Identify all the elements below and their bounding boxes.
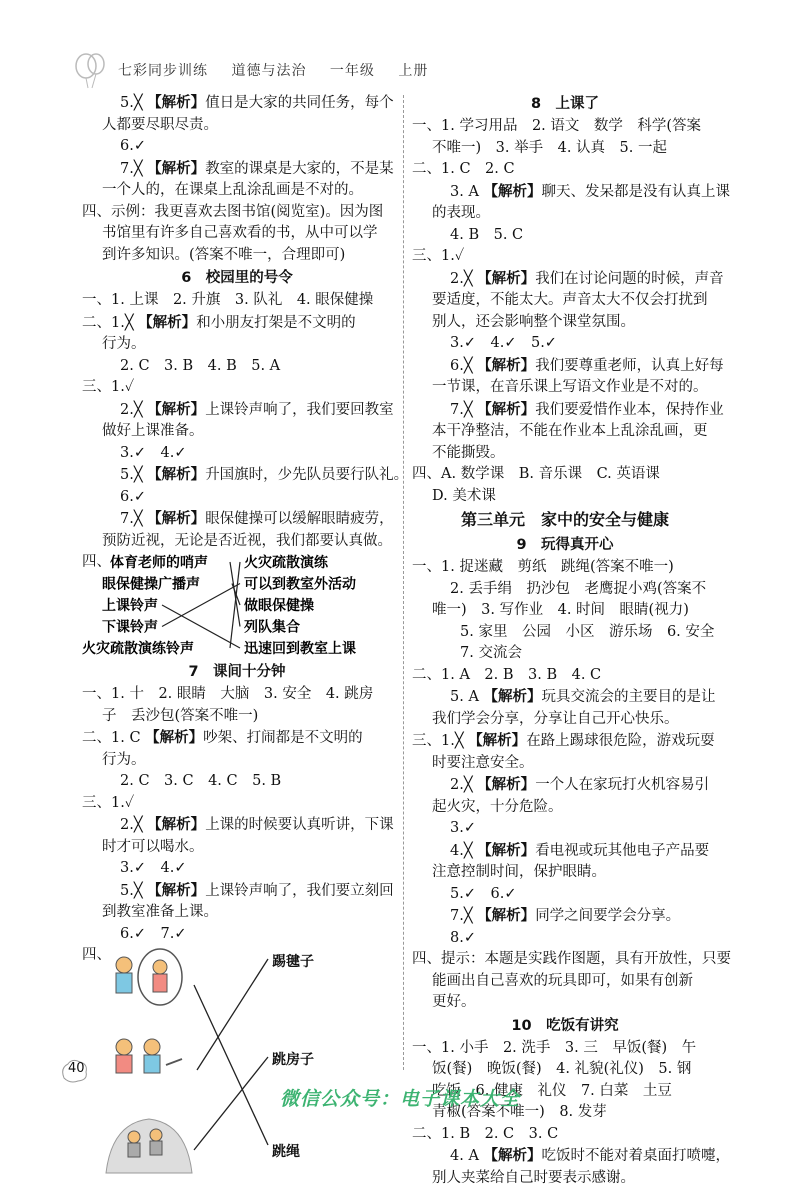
answer-line — [82, 814, 392, 837]
answer-line — [412, 116, 718, 138]
answer-line — [412, 992, 718, 1014]
answer-text: 时要注意安全。 — [432, 755, 534, 771]
answer-text: 7.╳ — [450, 908, 477, 924]
answer-text: D. 美术课 — [432, 488, 496, 504]
answer-line — [82, 356, 392, 378]
answer-line — [82, 858, 392, 880]
answer-line — [82, 399, 392, 422]
section-title-9: 9 玩得真开心 — [412, 533, 718, 557]
answer-text: 3. A — [450, 184, 484, 200]
answer-text: 唯一) 3. 写作业 4. 时间 眼睛(视力) — [432, 602, 689, 618]
analysis-tag: 【解析】 — [484, 1147, 542, 1164]
footer-watermark: 微信公众号：电子课本大全 — [0, 1084, 800, 1111]
answer-line — [412, 928, 718, 950]
answer-line — [412, 246, 718, 268]
answer-text: 三、1.✓ — [82, 795, 134, 811]
matching-lines — [82, 552, 392, 660]
picture-matching — [82, 945, 392, 1180]
section-title-6: 6 校园里的号令 — [82, 266, 392, 290]
analysis-text: 在路上踢球很危险，游戏玩耍 — [526, 733, 715, 749]
analysis-text: 一个人在家玩打火机容易引 — [535, 777, 709, 793]
answer-line — [412, 557, 718, 579]
analysis-tag: 【解析】 — [147, 816, 205, 833]
answer-text: 5. 家里 公园 小区 游乐场 6. 安全 — [460, 624, 714, 640]
answer-text: 2.╳ — [450, 777, 477, 793]
answer-text: 书馆里有许多自己喜欢看的书，从中可以学 — [102, 225, 378, 241]
answer-text: 更好。 — [432, 994, 476, 1010]
analysis-text: 看电视或玩其他电子产品要 — [535, 843, 709, 859]
match-left-item: 体育老师的哨声 — [110, 554, 208, 571]
answer-text: 5.╳ — [120, 95, 147, 111]
answer-line — [412, 753, 718, 775]
analysis-tag: 【解析】 — [147, 466, 205, 483]
header-text — [118, 60, 446, 80]
answer-line — [412, 333, 718, 355]
match-right-item: 做眼保健操 — [244, 597, 314, 614]
answer-text: 2.╳ — [120, 402, 147, 418]
answer-text: 四、A. 数学课 B. 音乐课 C. 英语课 — [412, 466, 660, 482]
answer-text: 4. A — [450, 1148, 484, 1164]
answer-line — [412, 862, 718, 884]
answer-text: 5.✓ 6.✓ — [450, 886, 516, 902]
answer-text: 二、1. C — [82, 730, 145, 746]
analysis-text: 教室的课桌是大家的，不是某 — [205, 161, 394, 177]
unit-title-3: 第三单元 家中的安全与健康 — [412, 507, 718, 533]
answer-text: 一个人的，在课桌上乱涂乱画是不对的。 — [102, 182, 363, 198]
analysis-text: 同学之间要学会分享。 — [535, 908, 680, 924]
answer-line — [82, 312, 392, 335]
answer-text: 2.╳ — [120, 817, 147, 833]
answer-line — [412, 443, 718, 465]
answer-line — [82, 880, 392, 903]
analysis-tag: 【解析】 — [147, 510, 205, 527]
answer-text: 2. 丢手绢 扔沙包 老鹰捉小鸡(答案不 — [450, 581, 706, 597]
header-subject: 道德与法治 — [231, 63, 306, 79]
answer-text: 2. C 3. B 4. B 5. A — [120, 358, 280, 374]
analysis-text: 上课铃声响了，我们要回教室 — [205, 402, 394, 418]
answer-line — [412, 399, 718, 422]
match-right-item: 列队集合 — [244, 619, 300, 636]
answer-line — [412, 464, 718, 486]
answer-text: 三、1.╳ — [412, 733, 468, 749]
answer-text: 一节课，在音乐课上写语文作业是不对的。 — [432, 379, 708, 395]
answer-text: 5. A — [450, 689, 484, 705]
right-block-c — [412, 1038, 718, 1189]
column-divider — [403, 95, 404, 1070]
analysis-tag: 【解析】 — [147, 882, 205, 899]
analysis-text: 和小朋友打架是不文明的 — [196, 315, 356, 331]
analysis-tag: 【解析】 — [477, 776, 535, 793]
answer-line — [412, 774, 718, 797]
answer-line — [82, 837, 392, 859]
analysis-tag: 【解析】 — [147, 401, 205, 418]
pic-label-2: 跳房子 — [272, 1049, 314, 1069]
answer-line — [412, 377, 718, 399]
answer-text: 不唯一) 3. 举手 4. 认真 5. 一起 — [432, 140, 667, 156]
match-left-item: 火灾疏散演练铃声 — [82, 640, 194, 657]
answer-line — [412, 421, 718, 443]
answer-line — [412, 312, 718, 334]
answer-text: 青椒(答案不唯一) 8. 发芽 — [432, 1104, 607, 1120]
answer-line — [82, 924, 392, 946]
answer-text: 二、1.╳ — [82, 315, 138, 331]
answer-line — [412, 1124, 718, 1146]
answer-line — [412, 268, 718, 291]
answer-line — [412, 159, 718, 181]
answer-line — [412, 643, 718, 665]
match-right-item: 迅速回到教室上课 — [244, 640, 356, 657]
answer-line — [82, 421, 392, 443]
answer-line — [82, 793, 392, 815]
answer-line — [412, 355, 718, 378]
answer-line — [412, 665, 718, 687]
analysis-tag: 【解析】 — [484, 183, 542, 200]
analysis-tag: 【解析】 — [145, 729, 203, 746]
analysis-text: 我们要尊重老师，认真上好每 — [535, 358, 724, 374]
match-right-item: 可以到教室外活动 — [244, 576, 356, 593]
section-title-7: 7 课间十分钟 — [82, 660, 392, 684]
answer-text: 要适度，不能太大。声音太大不仅会打扰到 — [432, 292, 708, 308]
answer-text: 4. B 5. C — [450, 227, 523, 243]
answer-text: 人都要尽职尽责。 — [102, 117, 218, 133]
analysis-text: 聊天、发呆都是没有认真上课 — [542, 184, 731, 200]
answer-line — [412, 686, 718, 709]
answer-line — [82, 706, 392, 728]
answer-text: 3.✓ 4.✓ — [120, 445, 186, 461]
header-series: 七彩同步训练 — [118, 63, 208, 79]
answer-text: 行为。 — [102, 752, 146, 768]
answer-text: 吃饭 6. 健康 礼仪 7. 白菜 土豆 — [432, 1083, 672, 1099]
answer-line — [412, 203, 718, 225]
answer-text: 6.✓ 7.✓ — [120, 926, 186, 942]
answer-line — [82, 771, 392, 793]
answer-line — [82, 180, 392, 202]
answer-line — [412, 600, 718, 622]
answer-text: 一、1. 上课 2. 升旗 3. 队礼 4. 眼保健操 — [82, 292, 373, 308]
answer-text: 的表现。 — [432, 205, 490, 221]
answer-text: 6.✓ — [120, 138, 146, 154]
answer-text: 四、提示：本题是实践作图题，具有开放性，只要 — [412, 951, 731, 967]
balloon-logo-icon — [72, 52, 112, 92]
answer-line — [82, 443, 392, 465]
q4-prefix: 四、 — [82, 945, 111, 967]
right-block-a — [412, 116, 718, 507]
answer-text: 子 丢沙包(答案不唯一) — [102, 708, 258, 724]
answer-line — [412, 290, 718, 312]
answer-text: 能画出自己喜欢的玩具即可，如果有创新 — [432, 973, 693, 989]
answer-line — [412, 1059, 718, 1081]
answer-text: 饭(餐) 晚饭(餐) 4. 礼貌(礼仪) 5. 钢 — [432, 1061, 691, 1077]
answer-line — [412, 971, 718, 993]
answer-line — [82, 377, 392, 399]
section-title-10: 10 吃饭有讲究 — [412, 1014, 718, 1038]
analysis-text: 我们要爱惜作业本，保持作业 — [535, 402, 724, 418]
answer-text: 4.╳ — [450, 843, 477, 859]
analysis-tag: 【解析】 — [147, 94, 205, 111]
analysis-tag: 【解析】 — [477, 907, 535, 924]
analysis-text: 上课的时候要认真听讲，下课 — [205, 817, 394, 833]
answer-text: 行为。 — [102, 336, 146, 352]
match-left-item: 下课铃声 — [102, 619, 158, 636]
answer-text: 7.╳ — [120, 511, 147, 527]
answer-line — [82, 92, 392, 115]
answer-text: 3.✓ 4.✓ — [120, 860, 186, 876]
answer-line — [82, 158, 392, 181]
section-title-8: 8 上课了 — [412, 92, 718, 116]
answer-line — [82, 727, 392, 750]
answer-text: 本干净整洁，不能在作业本上乱涂乱画，更 — [432, 423, 708, 439]
answer-text: 三、1.✓ — [412, 248, 464, 264]
answer-line — [412, 181, 718, 204]
right-column — [412, 92, 718, 1189]
analysis-tag: 【解析】 — [484, 688, 542, 705]
answer-line — [82, 115, 392, 137]
page-number-text: 40 — [68, 1061, 85, 1076]
answer-line — [412, 1168, 718, 1189]
answer-line — [412, 1038, 718, 1060]
answer-text: 二、1. B 2. C 3. C — [412, 1126, 558, 1142]
match-right-item: 火灾疏散演练 — [244, 554, 329, 571]
answer-text: 6.╳ — [450, 358, 477, 374]
analysis-text: 吃饭时不能对着桌面打喷嚏， — [542, 1148, 731, 1164]
answer-line — [412, 1145, 718, 1168]
answer-line — [412, 486, 718, 508]
answer-text: 四、示例：我更喜欢去图书馆(阅览室)。因为图 — [82, 204, 383, 220]
left-column — [82, 92, 392, 1180]
left-block-a — [82, 92, 392, 266]
answer-line — [412, 949, 718, 971]
matching-question — [82, 552, 392, 660]
answer-line — [412, 579, 718, 601]
answer-line — [412, 138, 718, 160]
answer-line — [82, 334, 392, 356]
answer-text: 别人，还会影响整个课堂氛围。 — [432, 314, 635, 330]
answer-line — [82, 290, 392, 312]
match-left-item: 眼保健操广播声 — [102, 576, 200, 593]
left-block-b — [82, 290, 392, 552]
answer-text: 7.╳ — [450, 402, 477, 418]
analysis-tag: 【解析】 — [477, 270, 535, 287]
answer-text: 7.╳ — [120, 161, 147, 177]
answer-line — [412, 797, 718, 819]
answer-line — [82, 464, 392, 487]
header-volume: 上册 — [398, 63, 428, 79]
answer-text: 6.✓ — [120, 489, 146, 505]
answer-text: 别人夹菜给自己时要表示感谢。 — [432, 1170, 635, 1186]
answer-text: 到教室准备上课。 — [102, 904, 218, 920]
answer-text: 预防近视，无论是否近视，我们都要认真做。 — [102, 533, 392, 549]
answer-line — [412, 905, 718, 928]
page-header — [72, 52, 752, 92]
answer-line — [82, 531, 392, 553]
header-grade: 一年级 — [330, 63, 375, 79]
answer-line — [82, 750, 392, 772]
answer-line — [412, 818, 718, 840]
answer-text: 一、1. 小手 2. 洗手 3. 三 早饭(餐) 午 — [412, 1040, 696, 1056]
analysis-tag: 【解析】 — [138, 314, 196, 331]
answer-line — [82, 487, 392, 509]
answer-text: 7. 交流会 — [460, 645, 522, 661]
answer-line — [82, 508, 392, 531]
pic-label-3: 跳绳 — [272, 1141, 300, 1161]
answer-text: 3.✓ — [450, 820, 476, 836]
analysis-text: 吵架、打闹都是不文明的 — [203, 730, 363, 746]
match-prefix: 四、 — [82, 552, 111, 574]
analysis-text: 值日是大家的共同任务，每个 — [205, 95, 394, 111]
page-number — [60, 1058, 90, 1084]
analysis-tag: 【解析】 — [477, 357, 535, 374]
answer-text: 做好上课准备。 — [102, 423, 204, 439]
answer-line — [82, 245, 392, 267]
answer-text: 2.╳ — [450, 271, 477, 287]
answer-line — [82, 684, 392, 706]
answer-line — [412, 225, 718, 247]
answer-text: 二、1. A 2. B 3. B 4. C — [412, 667, 601, 683]
match-left-item: 上课铃声 — [102, 597, 158, 614]
answer-text: 三、1.✓ — [82, 379, 134, 395]
answer-text: 一、1. 捉迷藏 剪纸 跳绳(答案不唯一) — [412, 559, 674, 575]
answer-text: 5.╳ — [120, 883, 147, 899]
answer-text: 5.╳ — [120, 467, 147, 483]
answer-line — [412, 709, 718, 731]
pic-match-lines — [82, 945, 392, 1180]
answer-line — [412, 622, 718, 644]
answer-text: 到许多知识。(答案不唯一，合理即可) — [102, 247, 345, 263]
analysis-tag: 【解析】 — [147, 160, 205, 177]
answer-text: 我们学会分享，分享让自己开心快乐。 — [432, 711, 679, 727]
answer-text: 起火灾，十分危险。 — [432, 799, 563, 815]
pic-label-1: 踢毽子 — [272, 951, 314, 971]
answer-line — [412, 884, 718, 906]
analysis-text: 玩具交流会的主要目的是让 — [542, 689, 716, 705]
analysis-text: 眼保健操可以缓解眼睛疲劳， — [205, 511, 394, 527]
answer-line — [412, 840, 718, 863]
analysis-tag: 【解析】 — [477, 842, 535, 859]
answer-text: 一、1. 十 2. 眼睛 大脑 3. 安全 4. 跳房 — [82, 686, 373, 702]
left-block-c — [82, 684, 392, 945]
answer-line — [82, 136, 392, 158]
answer-text: 3.✓ 4.✓ 5.✓ — [450, 335, 557, 351]
answer-line — [82, 202, 392, 224]
answer-text: 2. C 3. C 4. C 5. B — [120, 773, 281, 789]
answer-text: 时才可以喝水。 — [102, 839, 204, 855]
analysis-text: 上课铃声响了，我们要立刻回 — [205, 883, 394, 899]
answer-line — [412, 730, 718, 753]
answer-text: 一、1. 学习用品 2. 语文 数学 科学(答案 — [412, 118, 701, 134]
answer-line — [82, 223, 392, 245]
answer-text: 不能撕毁。 — [432, 445, 505, 461]
analysis-tag: 【解析】 — [477, 401, 535, 418]
answer-line — [82, 902, 392, 924]
analysis-tag: 【解析】 — [468, 732, 526, 749]
analysis-text: 升国旗时，少先队员要行队礼。 — [205, 467, 408, 483]
right-block-b — [412, 557, 718, 1014]
analysis-text: 我们在讨论问题的时候，声音 — [535, 271, 724, 287]
answer-text: 注意控制时间，保护眼睛。 — [432, 864, 606, 880]
answer-text: 二、1. C 2. C — [412, 161, 515, 177]
answer-text: 8.✓ — [450, 930, 476, 946]
